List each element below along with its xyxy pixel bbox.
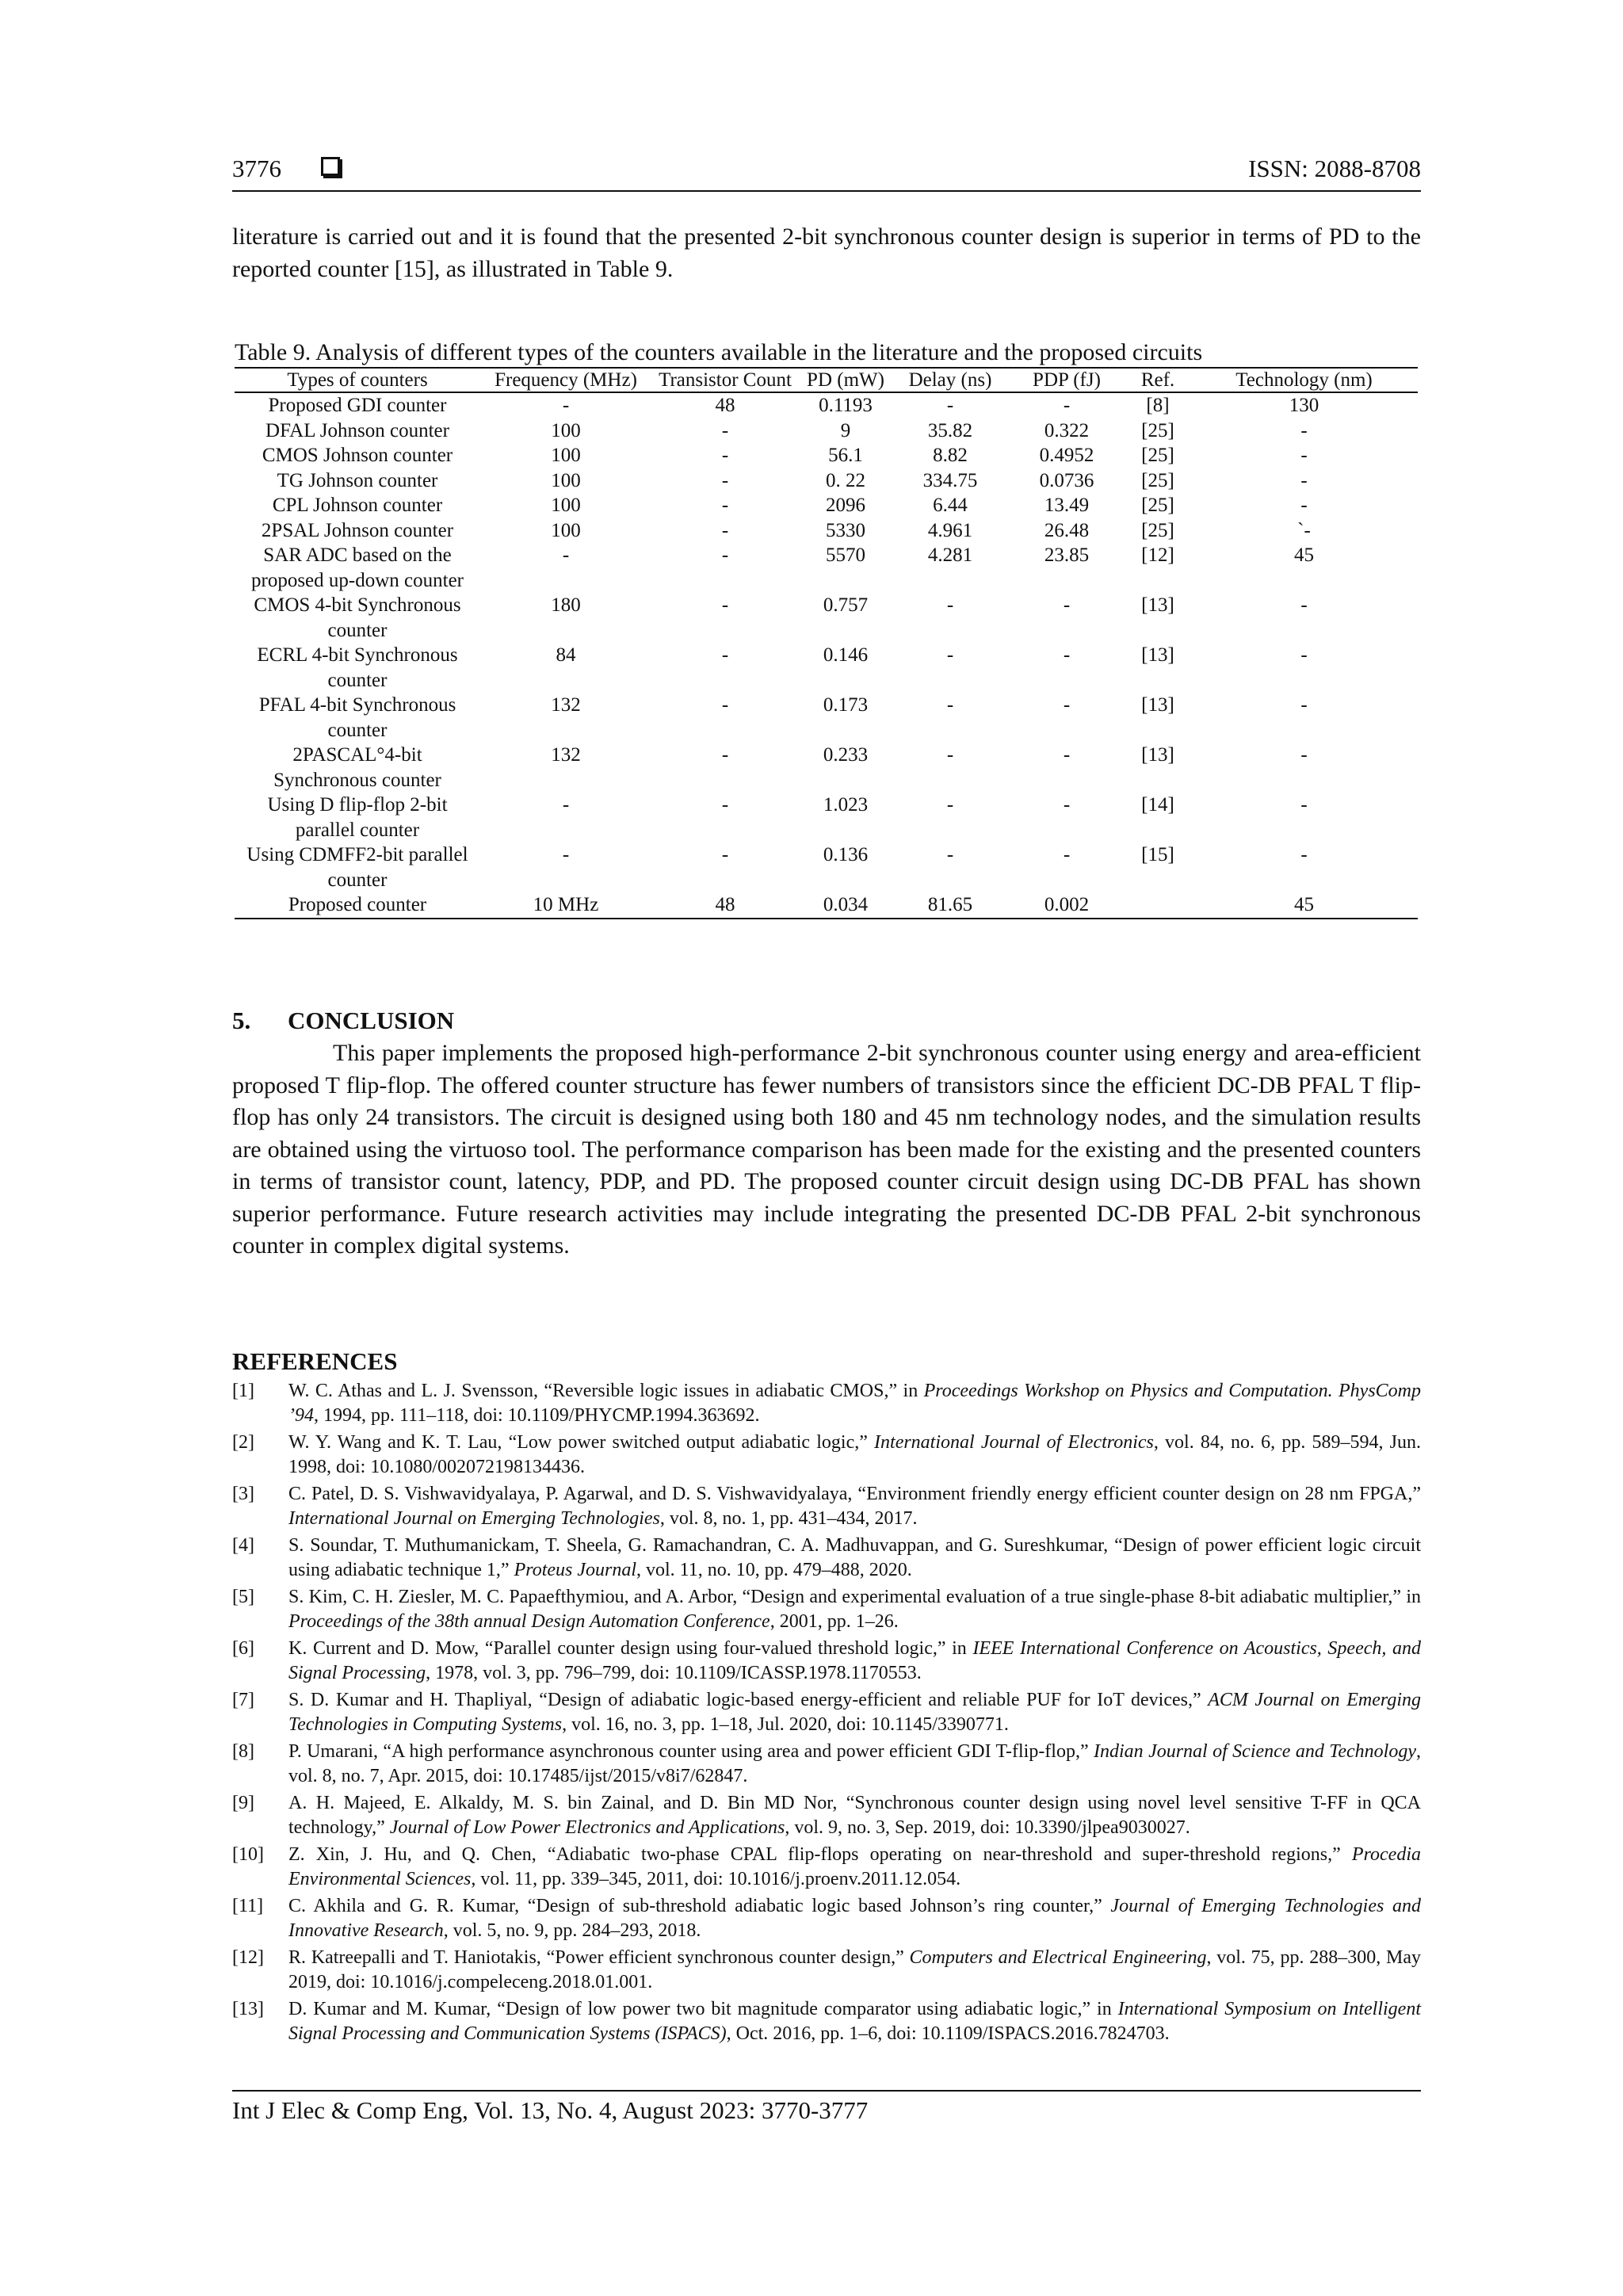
intro-paragraph: literature is carried out and it is found that the presented 2-bit synchronous counter design is superior in terms of PD to the reported counter [15], as illustrated in Table 9. xyxy=(232,223,1421,282)
reference-text: W. Y. Wang and K. T. Lau, “Low power switched output adiabatic logic,” xyxy=(288,1432,875,1453)
table-cell: 0.136 xyxy=(823,844,869,865)
table-cell: - xyxy=(1300,844,1308,865)
page-header xyxy=(232,155,1421,193)
column-header: PD (mW) xyxy=(799,368,892,392)
counter-type-cell: Using D flip-flop 2-bit parallel counter xyxy=(267,794,448,841)
table-cell: 0.1193 xyxy=(819,395,873,416)
header-rule xyxy=(232,190,1421,192)
table-cell: - xyxy=(1300,469,1308,491)
table-cell: - xyxy=(562,544,570,566)
table-cell: 0.034 xyxy=(799,892,892,919)
table-cell: - xyxy=(562,794,570,816)
table-cell: - xyxy=(946,744,954,766)
counter-type-cell: TG Johnson counter xyxy=(277,469,438,491)
counter-type-cell: 2PSAL Johnson counter xyxy=(261,519,454,541)
comparison-table xyxy=(235,367,1418,919)
reference-venue: Proceedings Workshop on Physics and Computation. PhysComp ’94 xyxy=(288,1381,1422,1426)
column-header: Transistor Count xyxy=(651,368,799,392)
reference-details: , vol. 11, pp. 339–345, 2011, doi: 10.1016/j.proenv.2011.12.054. xyxy=(471,1869,961,1889)
table-cell: 35.82 xyxy=(927,419,973,441)
reference-item xyxy=(232,1997,1421,2046)
table-cell: 100 xyxy=(551,469,581,491)
column-header: Technology (nm) xyxy=(1190,368,1418,392)
reference-text: S. Kim, C. H. Ziesler, M. C. Papaefthymiou, and A. Arbor, “Design and experimental evaluation of a true single-phase 8-bit adiabatic multiplier,” in xyxy=(288,1587,1421,1607)
reference-details: , vol. 16, no. 3, pp. 1–18, Jul. 2020, doi: 10.1145/3390771. xyxy=(562,1714,1009,1735)
reference-item xyxy=(232,1431,1421,1480)
table-cell: - xyxy=(1300,419,1308,441)
table-row xyxy=(235,543,1418,593)
reference-number: [10] xyxy=(232,1844,264,1865)
counter-type-cell: DFAL Johnson counter xyxy=(265,419,449,441)
counter-type-cell: PFAL 4-bit Synchronous counter xyxy=(258,694,456,741)
reference-details: , vol. 75, pp. 288–300, May 2019, doi: 10.1016/j.compeleceng.2018.01.001. xyxy=(288,1947,1422,1992)
conclusion-paragraph: This paper implements the proposed high-performance 2-bit synchronous counter using energy and area-efficient proposed T flip-flop. The offered counter structure has fewer numbers of transistors since the efficient DC-DB PFAL T flip-flop has only 24 transistors. The circuit is designed using both 180 and 45 nm technology nodes, and the simulation results are obtained using the virtuoso tool. The performance comparison has been made for the existing and the presented counters in terms of transistor count, latency, PDP, and PD. The proposed counter circuit design using DC-DB PFAL has shown superior performance. Future research activities may include integrating the presented DC-DB PFAL 2-bit synchronous counter in complex digital systems. xyxy=(232,1040,1421,1259)
table-cell: 0.757 xyxy=(823,594,869,616)
reference-number: [13] xyxy=(232,1999,264,2019)
table-cell: 48 xyxy=(651,892,799,919)
table-cell: - xyxy=(721,544,729,566)
table-cell: - xyxy=(1300,694,1308,716)
table-cell: - xyxy=(946,395,954,416)
table-cell: [13] xyxy=(1141,744,1174,766)
table-cell: 0.233 xyxy=(823,744,869,766)
table-cell: 130 xyxy=(1289,395,1319,416)
square-bullet-icon xyxy=(321,157,340,176)
counter-type-cell: CPL Johnson counter xyxy=(272,495,443,516)
table-cell: 180 xyxy=(551,594,581,616)
reference-text: C. Akhila and G. R. Kumar, “Design of sub-threshold adiabatic logic based Johnson’s ring counter,” xyxy=(288,1896,1111,1916)
reference-venue: Journal of Emerging Technologies and Innovative Research xyxy=(288,1896,1422,1941)
table-cell: - xyxy=(1063,844,1071,865)
table-cell: 334.75 xyxy=(922,469,978,491)
table-row xyxy=(235,743,1418,793)
table-cell: - xyxy=(721,445,729,466)
table-cell: - xyxy=(721,519,729,541)
reference-details: , vol. 5, no. 9, pp. 284–293, 2018. xyxy=(443,1920,701,1941)
reference-number: [7] xyxy=(232,1690,254,1710)
reference-number: [9] xyxy=(232,1793,254,1813)
reference-text: P. Umarani, “A high performance asynchronous counter using area and power efficient GDI T-flip-flop,” xyxy=(288,1741,1094,1762)
reference-details: , vol. 9, no. 3, Sep. 2019, doi: 10.3390/jlpea9030027. xyxy=(785,1817,1190,1838)
table-cell: - xyxy=(1300,495,1308,516)
reference-text: W. C. Athas and L. J. Svensson, “Reversible logic issues in adiabatic CMOS,” in xyxy=(288,1381,924,1401)
reference-venue: International Symposium on Intelligent Signal Processing and Communication Systems (ISPACS) xyxy=(288,1999,1421,2044)
table-row xyxy=(235,643,1418,693)
reference-number: [2] xyxy=(232,1432,254,1453)
table-cell: [13] xyxy=(1141,644,1174,666)
references-heading: REFERENCES xyxy=(232,1347,398,1375)
reference-item xyxy=(232,1791,1421,1840)
table-cell: 23.85 xyxy=(1044,544,1090,566)
reference-number: [3] xyxy=(232,1484,254,1504)
reference-list xyxy=(232,1379,1421,2049)
table-cell: - xyxy=(1063,644,1071,666)
table-cell: - xyxy=(721,594,729,616)
table-cell: 48 xyxy=(715,395,735,416)
column-header: Delay (ns) xyxy=(892,368,1008,392)
table-cell: [12] xyxy=(1141,544,1174,566)
table-cell: 5330 xyxy=(826,519,865,541)
table-cell: - xyxy=(1300,594,1308,616)
table-cell: 45 xyxy=(1294,544,1314,566)
reference-number: [8] xyxy=(232,1741,254,1762)
table-cell: 100 xyxy=(551,445,581,466)
counter-type-cell: SAR ADC based on the proposed up-down counter xyxy=(251,544,464,591)
table-cell: - xyxy=(1063,794,1071,816)
table-body xyxy=(235,392,1418,919)
reference-number: [11] xyxy=(232,1896,264,1916)
counter-type-cell: ECRL 4-bit Synchronous counter xyxy=(257,644,458,691)
reference-details: , 1994, pp. 111–118, doi: 10.1109/PHYCMP.1994.363692. xyxy=(314,1405,760,1426)
reference-venue: Proceedings of the 38th annual Design Automation Conference xyxy=(288,1611,770,1632)
comparison-table-wrap xyxy=(235,367,1418,919)
reference-number: [5] xyxy=(232,1587,254,1607)
reference-number: [1] xyxy=(232,1381,254,1401)
reference-details: , vol. 8, no. 7, Apr. 2015, doi: 10.17485/ijst/2015/v8i7/62847. xyxy=(288,1741,1421,1786)
reference-text: Z. Xin, J. Hu, and Q. Chen, “Adiabatic two-phase CPAL flip-flops operating on near-threshold and super-threshold regions,” xyxy=(288,1844,1352,1865)
footer-rule xyxy=(232,2090,1421,2092)
reference-text: S. D. Kumar and H. Thapliyal, “Design of adiabatic logic-based energy-efficient and reliable PUF for IoT devices,” xyxy=(288,1690,1209,1710)
table-cell: 26.48 xyxy=(1044,519,1090,541)
table-cell: - xyxy=(562,844,570,865)
table-cell: - xyxy=(721,794,729,816)
reference-item xyxy=(232,1688,1421,1737)
table-cell: 0. 22 xyxy=(826,469,865,491)
table-cell: - xyxy=(721,744,729,766)
table-cell: - xyxy=(1300,794,1308,816)
table-cell: 56.1 xyxy=(828,445,863,466)
table-row xyxy=(235,842,1418,892)
table-row xyxy=(235,892,1418,919)
table-cell: 45 xyxy=(1190,892,1418,919)
table-cell: [25] xyxy=(1141,419,1174,441)
reference-details: , Oct. 2016, pp. 1–6, doi: 10.1109/ISPACS.2016.7824703. xyxy=(726,2023,1170,2044)
reference-venue: Journal of Low Power Electronics and Applications xyxy=(389,1817,785,1838)
table-cell: - xyxy=(946,794,954,816)
table-row xyxy=(235,518,1418,544)
table-cell: 4.281 xyxy=(927,544,973,566)
table-cell: 13.49 xyxy=(1044,495,1090,516)
table-cell: [25] xyxy=(1141,445,1174,466)
table-cell: [14] xyxy=(1141,794,1174,816)
reference-item xyxy=(232,1740,1421,1789)
table-cell: 10 MHz xyxy=(480,892,651,919)
table-cell: [13] xyxy=(1141,594,1174,616)
table-cell: 4.961 xyxy=(927,519,973,541)
reference-item xyxy=(232,1637,1421,1686)
table-cell: 5570 xyxy=(826,544,865,566)
reference-number: [12] xyxy=(232,1947,264,1968)
issn: ISSN: 2088-8708 xyxy=(1248,155,1421,182)
reference-item xyxy=(232,1534,1421,1583)
table-cell: - xyxy=(1300,445,1308,466)
section-number: 5. xyxy=(232,1007,251,1034)
reference-number: [6] xyxy=(232,1638,254,1659)
reference-details: , vol. 11, no. 10, pp. 479–488, 2020. xyxy=(636,1560,912,1580)
reference-venue: IEEE International Conference on Acoustics, Speech, and Signal Processing xyxy=(288,1638,1421,1683)
section-heading xyxy=(232,1007,454,1035)
counter-type-cell: Proposed counter xyxy=(235,892,480,919)
table-cell: 100 xyxy=(551,519,581,541)
table-cell: - xyxy=(946,644,954,666)
table-cell: - xyxy=(721,495,729,516)
reference-text: K. Current and D. Mow, “Parallel counter design using four-valued threshold logic,” in xyxy=(288,1638,973,1659)
table-cell: [25] xyxy=(1141,519,1174,541)
reference-item xyxy=(232,1843,1421,1892)
table-cell: - xyxy=(1300,644,1308,666)
table-cell: - xyxy=(1063,594,1071,616)
table-cell: 132 xyxy=(551,744,581,766)
table-cell: [13] xyxy=(1141,694,1174,716)
table-cell: [25] xyxy=(1141,469,1174,491)
table-cell: 100 xyxy=(551,419,581,441)
table-cell: 132 xyxy=(551,694,581,716)
page-footer: Int J Elec & Comp Eng, Vol. 13, No. 4, August 2023: 3770-3777 xyxy=(232,2096,869,2124)
counter-type-cell: CMOS 4-bit Synchronous counter xyxy=(254,594,461,641)
column-header: PDP (fJ) xyxy=(1008,368,1125,392)
table-header-row xyxy=(235,368,1418,392)
reference-venue: International Journal on Emerging Technologies xyxy=(288,1508,660,1529)
table-cell: - xyxy=(1300,744,1308,766)
table-cell: 2096 xyxy=(826,495,865,516)
table-cell: 1.023 xyxy=(823,794,869,816)
table-cell: `- xyxy=(1297,519,1311,541)
table-cell: 8.82 xyxy=(933,445,968,466)
table-cell: [15] xyxy=(1141,844,1174,865)
table-cell: - xyxy=(946,844,954,865)
table-cell: - xyxy=(1063,694,1071,716)
table-cell xyxy=(1125,892,1190,919)
column-header: Frequency (MHz) xyxy=(480,368,651,392)
table-cell: - xyxy=(562,395,570,416)
table-cell: - xyxy=(721,419,729,441)
reference-venue: Indian Journal of Science and Technology xyxy=(1094,1741,1416,1762)
table-cell: 0.322 xyxy=(1044,419,1090,441)
table-row xyxy=(235,693,1418,743)
reference-venue: International Journal of Electronics xyxy=(874,1432,1154,1453)
table-cell: 0.146 xyxy=(823,644,869,666)
table-cell: 84 xyxy=(556,644,576,666)
reference-text: S. Soundar, T. Muthumanickam, T. Sheela, G. Ramachandran, C. A. Madhuvappan, and G. Sureshkumar, “Design of power efficient logic circuit using adiabatic technique 1,” xyxy=(288,1535,1421,1580)
reference-venue: Procedia Environmental Sciences xyxy=(288,1844,1421,1889)
table-cell: - xyxy=(946,594,954,616)
reference-details: , 2001, pp. 1–26. xyxy=(769,1611,899,1632)
table-row xyxy=(235,493,1418,518)
table-row xyxy=(235,392,1418,418)
table-cell: - xyxy=(721,844,729,865)
reference-item xyxy=(232,1482,1421,1531)
reference-details: , vol. 84, no. 6, pp. 589–594, Jun. 1998, doi: 10.1080/002072198134436. xyxy=(288,1432,1421,1477)
column-header: Types of counters xyxy=(235,368,480,392)
table-row xyxy=(235,793,1418,842)
table-cell: - xyxy=(1063,395,1071,416)
table-cell: - xyxy=(721,694,729,716)
table-row xyxy=(235,443,1418,468)
reference-item xyxy=(232,1946,1421,1995)
reference-item xyxy=(232,1585,1421,1634)
counter-type-cell: Using CDMFF2-bit parallel counter xyxy=(246,844,468,891)
table-cell: [25] xyxy=(1141,495,1174,516)
table-cell: 6.44 xyxy=(933,495,968,516)
table-caption: Table 9. Analysis of different types of the counters available in the literature and the proposed circuits xyxy=(235,339,1203,365)
reference-item xyxy=(232,1894,1421,1943)
table-cell: 0.4952 xyxy=(1039,445,1094,466)
reference-item xyxy=(232,1379,1421,1428)
section-title: CONCLUSION xyxy=(288,1007,455,1034)
table-cell: 0.0736 xyxy=(1039,469,1094,491)
counter-type-cell: 2PASCAL°4-bit Synchronous counter xyxy=(273,744,441,791)
reference-text: A. H. Majeed, E. Alkaldy, M. S. bin Zainal, and D. Bin MD Nor, “Synchronous counter design using novel level sensitive T-FF in QCA technology,” xyxy=(288,1793,1421,1838)
reference-details: , vol. 8, no. 1, pp. 431–434, 2017. xyxy=(659,1508,918,1529)
table-cell: 0.002 xyxy=(1008,892,1125,919)
table-row xyxy=(235,468,1418,494)
reference-venue: Proteus Journal xyxy=(514,1560,637,1580)
table-cell: 81.65 xyxy=(892,892,1008,919)
counter-type-cell: Proposed GDI counter xyxy=(268,395,447,416)
counter-type-cell: CMOS Johnson counter xyxy=(262,445,453,466)
reference-number: [4] xyxy=(232,1535,254,1556)
table-cell: [8] xyxy=(1146,395,1170,416)
reference-text: R. Katreepalli and T. Haniotakis, “Power efficient synchronous counter design,” xyxy=(288,1947,910,1968)
reference-details: , 1978, vol. 3, pp. 796–799, doi: 10.1109/ICASSP.1978.1170553. xyxy=(426,1663,922,1683)
table-cell: - xyxy=(721,644,729,666)
column-header: Ref. xyxy=(1125,368,1190,392)
reference-venue: ACM Journal on Emerging Technologies in Computing Systems xyxy=(288,1690,1421,1735)
table-row xyxy=(235,418,1418,444)
table-cell: - xyxy=(721,469,729,491)
reference-venue: Computers and Electrical Engineering xyxy=(909,1947,1207,1968)
table-row xyxy=(235,593,1418,643)
table-cell: - xyxy=(1063,744,1071,766)
table-cell: - xyxy=(946,694,954,716)
reference-text: C. Patel, D. S. Vishwavidyalaya, P. Agarwal, and D. S. Vishwavidyalaya, “Environment friendly energy efficient counter design on 28 nm FPGA,” xyxy=(288,1484,1421,1504)
table-cell: 9 xyxy=(840,419,851,441)
table-cell: 100 xyxy=(551,495,581,516)
reference-text: D. Kumar and M. Kumar, “Design of low power two bit magnitude comparator using adiabatic logic,” in xyxy=(288,1999,1118,2019)
page-number: 3776 xyxy=(232,155,281,182)
table-cell: 0.173 xyxy=(823,694,869,716)
